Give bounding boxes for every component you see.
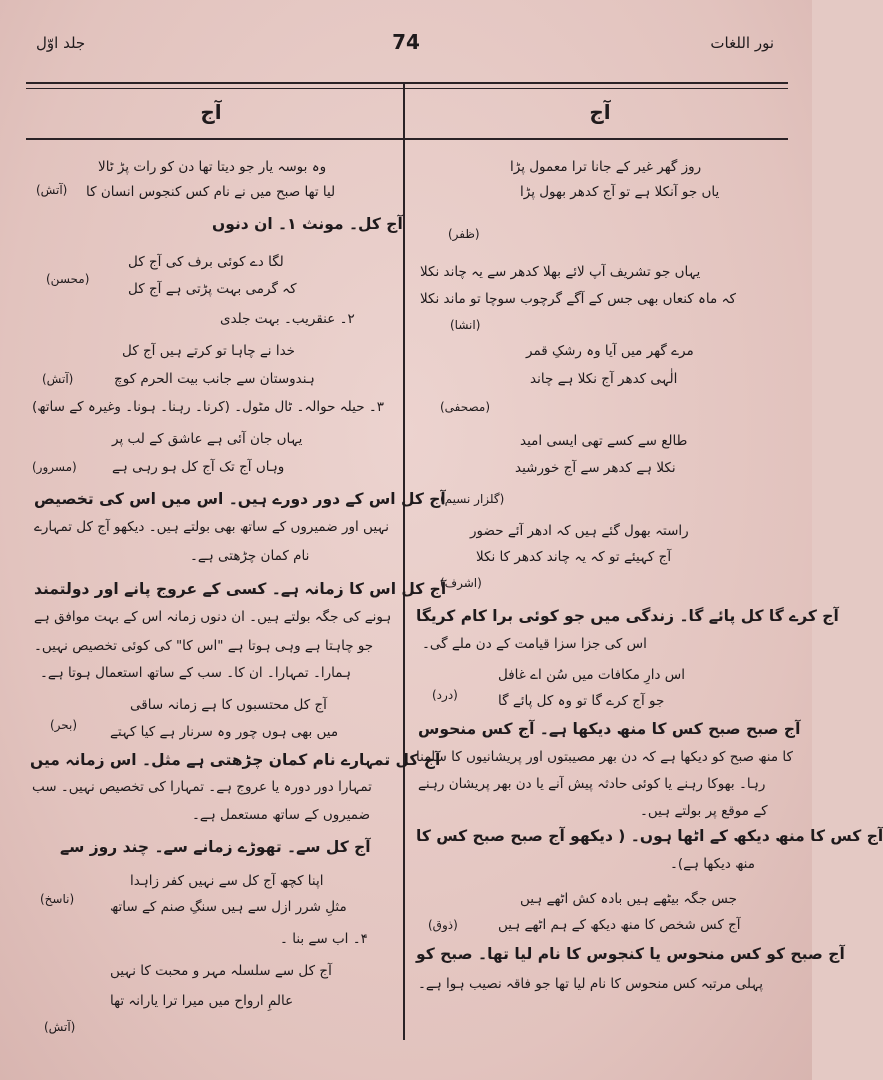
right-text-line: راستہ بھول گئے ہیں کہ ادھر آئے حضور xyxy=(470,523,689,539)
left-poet-attribution: (ناسخ) xyxy=(40,892,75,906)
book-title: نور اللغات xyxy=(710,34,774,52)
left-column-headword: آج xyxy=(200,100,222,124)
left-text-line: ضمیروں کے ساتھ مستعمل ہے۔ xyxy=(192,807,371,823)
left-text-line: ہونے کی جگہ بولتے ہیں۔ ان دنوں زمانہ اس کے بہت موافق ہے xyxy=(34,609,392,625)
left-poet-attribution: (آتش) xyxy=(44,1020,76,1034)
right-column-headword: آج xyxy=(589,100,611,124)
right-entry-heading-line: آج کس کا منھ دیکھ کے اٹھا ہوں۔ ( دیکھو آج صبح صبح کس کا xyxy=(416,827,883,845)
top-rule xyxy=(26,82,788,84)
left-text-line: خدا نے چاہا تو کرتے ہیں آج کل xyxy=(122,343,296,359)
left-poet-attribution: (محسن) xyxy=(46,272,90,286)
right-entry-heading-line: آج صبح کو کس منحوس یا کنجوس کا نام لیا تھا۔ صبح کو xyxy=(416,945,845,963)
right-entry-heading-line: آج کرے گا کل پائے گا۔ زندگی میں جو کوئی برا کام کریگا xyxy=(416,607,839,625)
right-text-line: جو آج کرے گا تو وہ کل پائے گا xyxy=(498,693,665,709)
right-poet-attribution: (ظفر) xyxy=(448,227,480,241)
right-text-line: رہا۔ بھوکا رہنے یا کوئی حادثہ پیش آنے یا دن بھر پریشان رہنے xyxy=(418,776,766,792)
left-text-line: نہیں اور ضمیروں کے ساتھ بھی بولتے ہیں۔ دیکھو آج کل تمہارے xyxy=(34,519,390,535)
right-text-line: الٰہی کدھر آج نکلا ہے چاند xyxy=(530,371,678,387)
right-text-line: نکلا ہے کدھر سے آج خورشید xyxy=(515,460,676,476)
right-text-line: اس دارِ مکافات میں سُن اے غافل xyxy=(498,667,686,683)
left-text-line: ۲۔ عنقریب۔ بہت جلدی xyxy=(220,311,355,327)
left-text-line: یہاں جان آئی ہے عاشق کے لب پر xyxy=(112,431,303,447)
left-poet-attribution: (مسرور) xyxy=(32,460,77,474)
left-entry-heading-line: آج کل تمہارے نام کمان چڑھتی ہے مثل۔ اس زمانہ میں xyxy=(30,751,441,769)
right-text-line: کہ ماہ کنعاں بھی جس کے آگے گرچوب سوچا تو ماند نکلا xyxy=(420,291,736,307)
left-entry-heading-line: آج کل۔ مونث ۱۔ ان دنوں xyxy=(212,215,403,233)
right-text-line: پہلی مرتبہ کس منحوس کا نام لیا تھا جو فاقہ نصیب ہوا ہے۔ xyxy=(418,976,763,992)
right-poet-attribution: (ذوق) xyxy=(428,918,458,932)
left-text-line: لگا دے کوئی برف کی آج کل xyxy=(128,254,284,270)
left-text-line: ہندوستان سے جانب بیت الحرم کوچ xyxy=(114,371,315,387)
left-poet-attribution: (بحر) xyxy=(50,718,78,732)
right-poet-attribution: (انشا) xyxy=(450,318,481,332)
left-poet-attribution: (آتش) xyxy=(42,372,74,386)
right-text-line: روز گھر غیر کے جانا ترا معمول پڑا xyxy=(510,159,702,175)
right-poet-attribution: (اشرف) xyxy=(440,576,482,590)
left-text-line: جو چاہتا ہے وہی ہوتا ہے "اس کا" کی کوئی تخصیص نہیں۔ xyxy=(34,638,374,654)
right-text-line: مرے گھر میں آیا وہ رشکِ قمر xyxy=(526,343,694,359)
page-number: 74 xyxy=(392,30,420,54)
column-divider xyxy=(403,82,405,1040)
left-text-line: نام کمان چڑھتی ہے۔ xyxy=(190,548,310,564)
right-poet-attribution: (گلزار نسیم) xyxy=(440,492,505,506)
left-poet-attribution: (آتش) xyxy=(36,183,68,197)
left-entry-heading-line: آج کل اس کے دور دورے ہیں۔ اس میں اس کی تخصیص xyxy=(34,490,446,508)
left-text-line: ۳۔ حیلہ حوالہ۔ ٹال مٹول۔ (کرنا۔ رہنا۔ ہونا۔ وغیرہ کے ساتھ) xyxy=(32,399,385,415)
right-text-line: یاں جو آنکلا ہے تو آج کدھر بھول پڑا xyxy=(520,184,720,200)
right-text-line: یہاں جو تشریف آپ لائے بھلا کدھر سے یہ چاند نکلا xyxy=(420,264,701,280)
right-text-line: آج کس شخص کا منھ دیکھ کے ہم اٹھے ہیں xyxy=(498,917,741,933)
right-text-line: آج کہیئے تو کہ یہ چاند کدھر کا نکلا xyxy=(476,549,672,565)
right-text-line: اس کی جزا سزا قیامت کے دن ملے گی۔ xyxy=(422,636,647,652)
right-entry-heading-line: آج صبح صبح کس کا منھ دیکھا ہے۔ آج کس منحوس xyxy=(418,720,801,738)
left-text-line: آج کل محتسبوں کا ہے زمانہ ساقی xyxy=(130,697,327,713)
left-text-line: ۴۔ اب سے بنا ۔ xyxy=(280,931,368,947)
left-text-line: اپنا کچھ آج کل سے نہیں کفر زاہدا xyxy=(130,873,324,889)
left-entry-heading-line: آج کل سے۔ تھوڑے زمانے سے۔ چند روز سے xyxy=(60,838,371,856)
left-entry-heading-line: آج کل اس کا زمانہ ہے۔ کسی کے عروج پانے اور دولتمند xyxy=(34,580,447,598)
left-text-line: کہ گرمی بہت پڑتی ہے آج کل xyxy=(128,281,297,297)
left-text-line: وہاں آج تک آج کل ہو رہی ہے xyxy=(112,459,285,475)
right-text-line: کے موقع پر بولتے ہیں۔ xyxy=(640,803,768,819)
left-text-line: لیا تھا صبح میں نے نام کس کنجوس انسان کا xyxy=(86,184,336,200)
left-text-line: آج کل سے سلسلہ مہر و محبت کا نہیں xyxy=(110,963,332,979)
right-poet-attribution: (درد) xyxy=(432,688,458,702)
left-text-line: تمہارا دور دورہ یا عروج ہے۔ تمہارا کی تخصیص نہیں۔ سب xyxy=(32,779,372,795)
top-rule-thin xyxy=(26,88,788,89)
right-text-line: منھ دیکھا ہے)۔ xyxy=(670,856,755,872)
left-text-line: میں بھی ہوں چور وہ سرنار ہے کیا کہتے xyxy=(110,724,339,740)
right-poet-attribution: (مصحفی) xyxy=(440,400,491,414)
right-text-line: طالع سے کسے تھی ایسی امید xyxy=(520,433,688,449)
left-text-line: عالمِ ارواح میں میرا ترا یارانہ تھا xyxy=(110,993,294,1009)
right-text-line: جس جگہ بیٹھے ہیں بادہ کش اٹھے ہیں xyxy=(520,891,737,907)
left-text-line: مثلِ شرر ازل سے ہیں سنگِ صنم کے ساتھ xyxy=(110,899,347,915)
left-text-line: ہمارا۔ تمہارا۔ ان کا۔ سب کے ساتھ استعمال ہوتا ہے۔ xyxy=(40,665,351,681)
header-rule xyxy=(26,138,788,140)
left-text-line: وہ بوسہ یار جو دیتا تھا دن کو رات پڑ ٹالا xyxy=(98,159,327,175)
volume-label: جلد اوّل xyxy=(36,34,86,52)
right-text-line: کا منھ صبح کو دیکھا ہے کہ دن بھر مصیبتوں اور پریشانیوں کا سامنا xyxy=(416,749,793,765)
